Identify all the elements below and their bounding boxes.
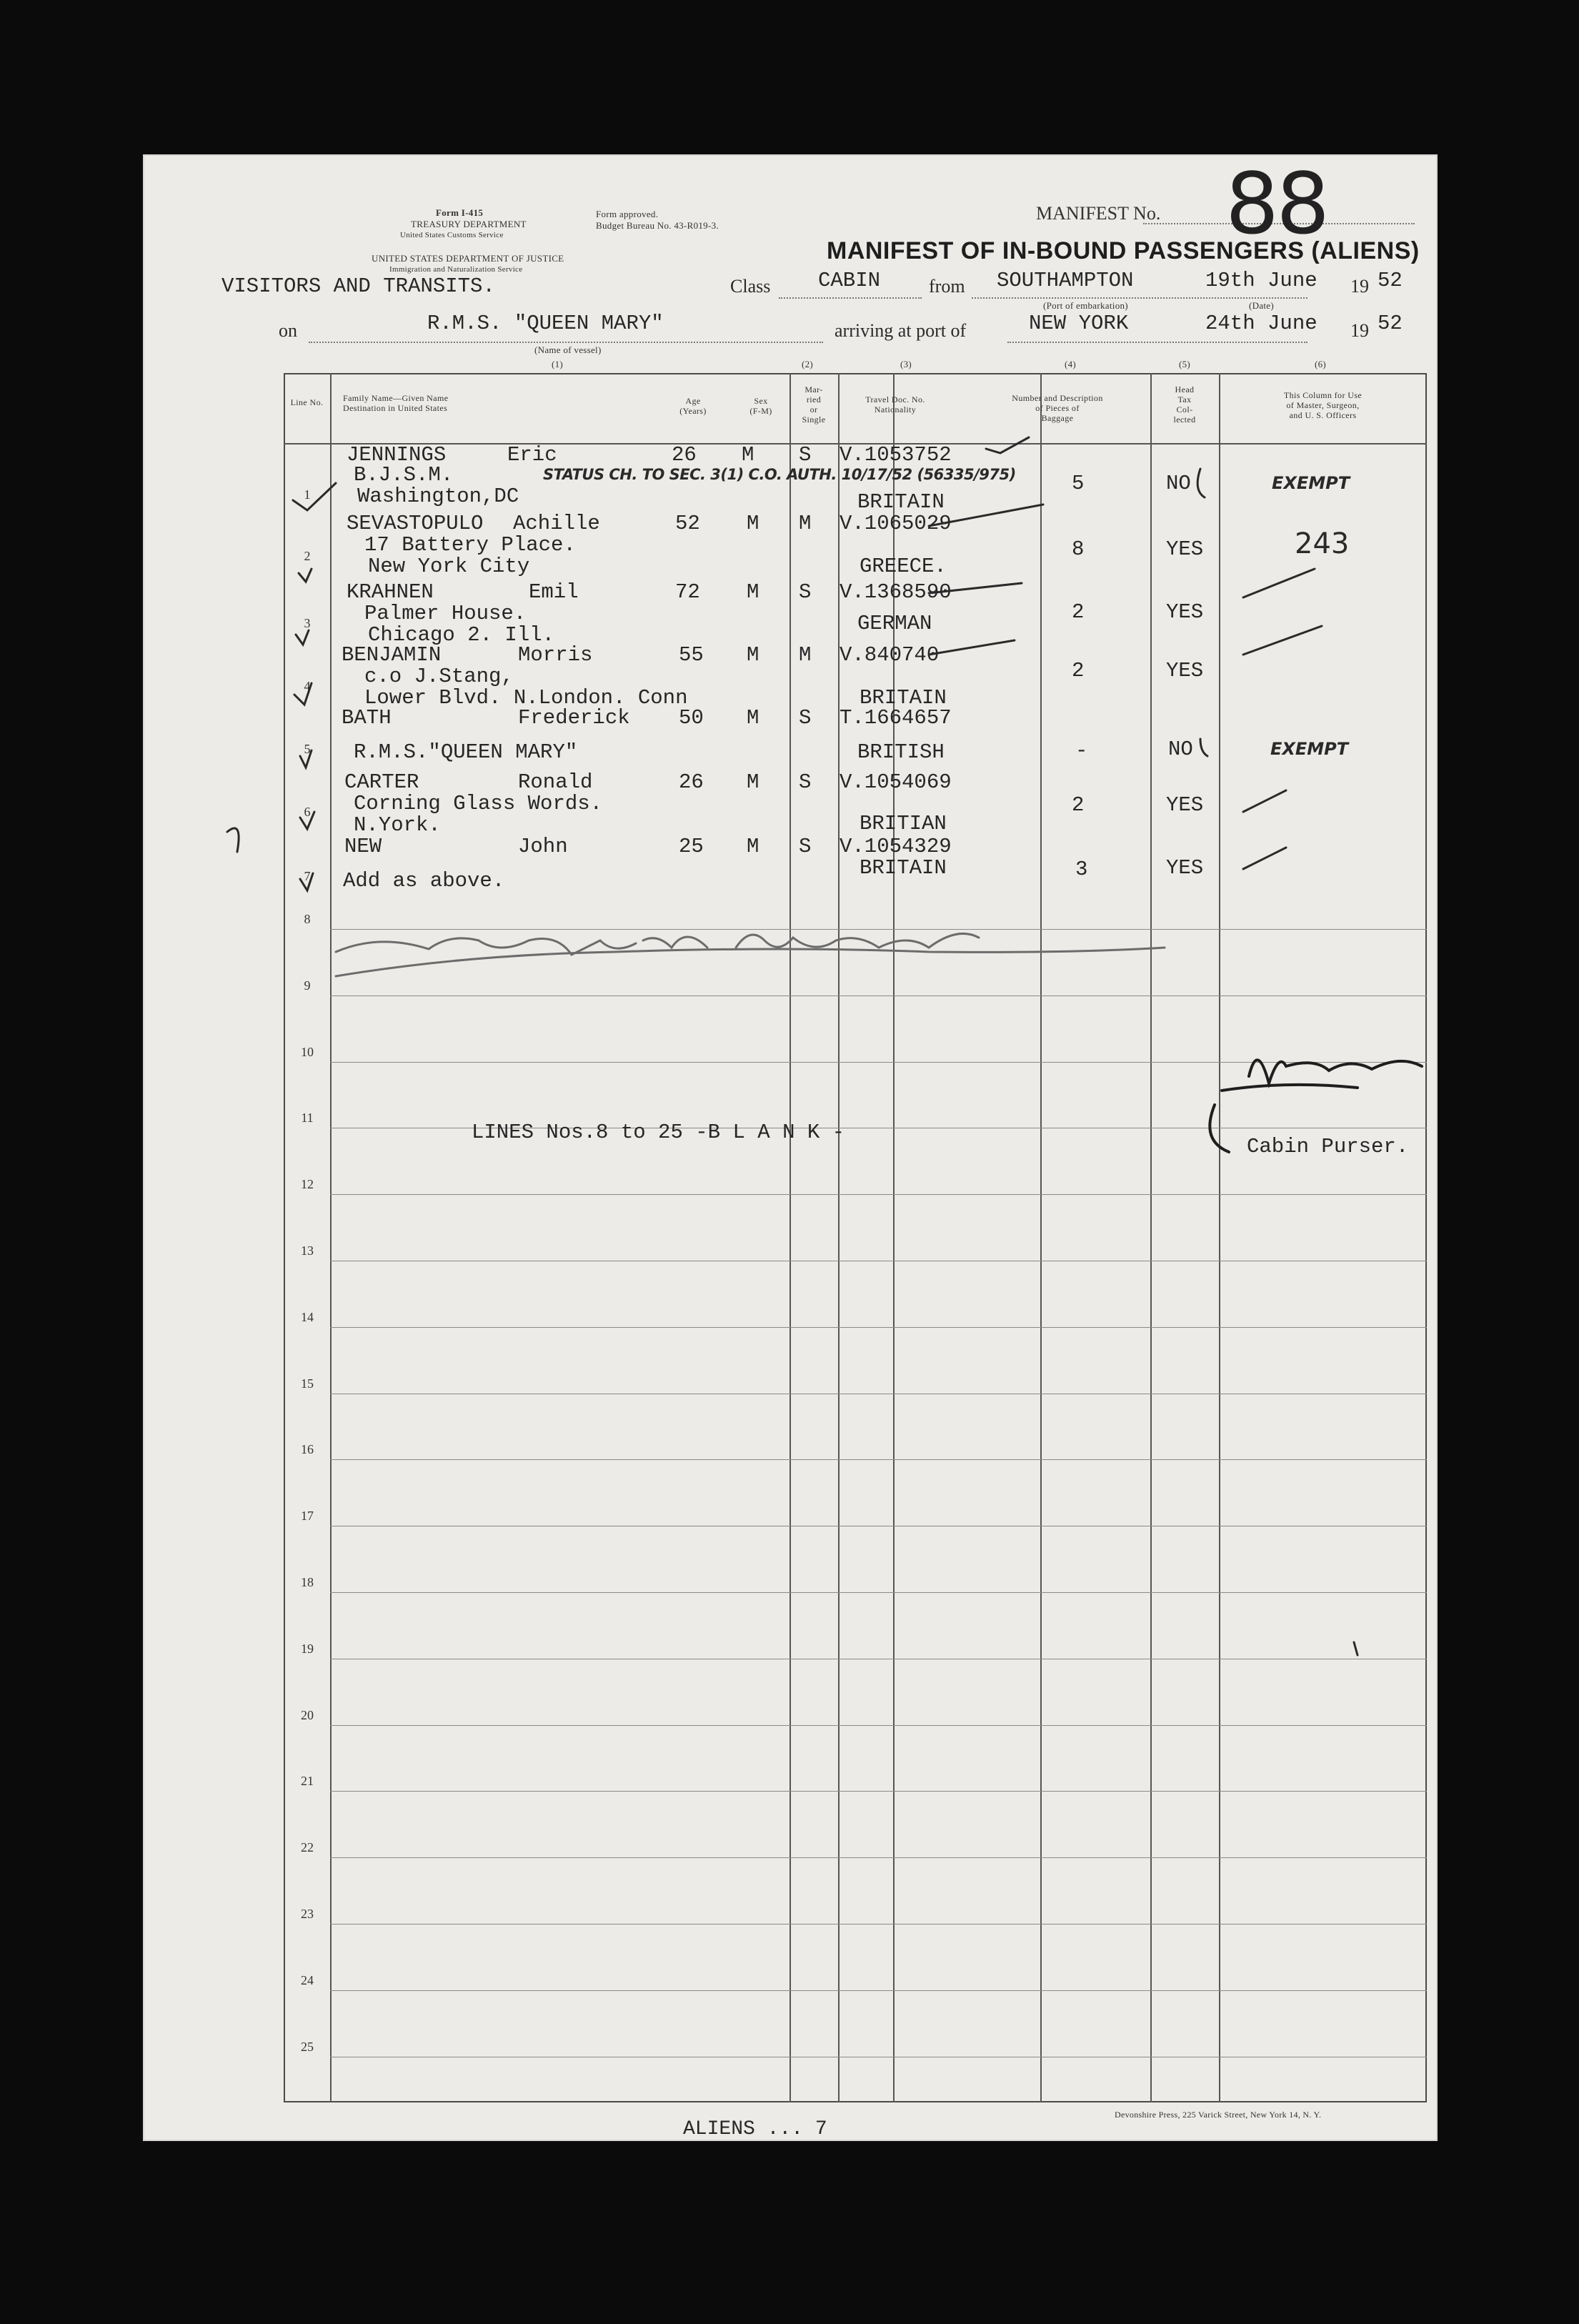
passenger-age: 25	[679, 835, 704, 858]
line-number: 20	[301, 1708, 314, 1722]
line-number: 9	[304, 978, 311, 993]
budget-bureau: Budget Bureau No. 43-R019-3.	[596, 220, 719, 231]
line-number: 3	[304, 616, 311, 630]
passenger-nationality: GREECE.	[860, 555, 947, 578]
passenger-destination: c.o J.Stang,	[364, 665, 514, 688]
justice-department: UNITED STATES DEPARTMENT OF JUSTICE	[372, 253, 564, 264]
line-number: 17	[301, 1509, 314, 1523]
line-number: 7	[304, 869, 311, 883]
passenger-destination: Washington,DC	[357, 485, 519, 508]
col-divider	[330, 373, 332, 2102]
passenger-destination: Add as above.	[343, 869, 505, 893]
row-rule	[330, 929, 1427, 930]
line-number: 13	[301, 1243, 314, 1258]
line-number: 5	[304, 742, 311, 756]
row-rule	[330, 1791, 1427, 1792]
vessel-name: R.M.S. "QUEEN MARY"	[427, 312, 664, 335]
passenger-family-name: BENJAMIN	[342, 643, 442, 667]
line-number: 1	[304, 487, 311, 502]
passenger-age: 55	[679, 643, 704, 667]
row-rule	[330, 1194, 1427, 1195]
passenger-marital: S	[799, 580, 812, 604]
line-number: 6	[304, 805, 311, 819]
passenger-given-name: Emil	[529, 580, 579, 604]
row-rule	[330, 1459, 1427, 1460]
passenger-travel-doc: V.1053752	[840, 443, 952, 467]
arrival-year-prefix: 19	[1350, 320, 1369, 341]
colnum-6: (6)	[1315, 359, 1327, 369]
col-divider	[790, 373, 791, 2102]
passenger-sex: M	[747, 835, 759, 858]
manifest-title: MANIFEST OF IN-BOUND PASSENGERS (ALIENS)	[827, 237, 1420, 264]
arrival-year: 52	[1378, 312, 1403, 335]
line-number: 19	[301, 1642, 314, 1656]
row-rule	[330, 995, 1427, 996]
passenger-family-name: SEVASTOPULO	[347, 512, 484, 535]
passenger-sex: M	[747, 580, 759, 604]
manifest-label: MANIFEST No.	[1036, 203, 1161, 224]
passenger-family-name: KRAHNEN	[347, 580, 434, 604]
row-rule	[330, 1857, 1427, 1858]
col-officers: This Column for Use of Master, Surgeon, and U. S. Officers	[1283, 390, 1363, 420]
class-label: Class	[730, 276, 771, 297]
passenger-head-tax: YES	[1166, 793, 1204, 817]
colnum-5: (5)	[1179, 359, 1191, 369]
class-value: CABIN	[818, 269, 881, 292]
vessel-underline	[309, 342, 823, 343]
passenger-travel-doc: V.1054069	[840, 770, 952, 794]
passenger-family-name: BATH	[342, 706, 392, 730]
col-divider	[1150, 373, 1152, 2102]
col-head-tax: Head Tax Col- lected	[1173, 384, 1196, 424]
passenger-destination: N.York.	[354, 813, 441, 837]
passenger-marital: S	[799, 706, 812, 730]
line-number: 23	[301, 1907, 314, 1921]
row-rule	[330, 1327, 1427, 1328]
colnum-1: (1)	[552, 359, 564, 369]
aliens-count: ALIENS ... 7	[683, 2118, 827, 2140]
officer-note: 243	[1295, 527, 1350, 560]
line-number: 14	[301, 1310, 314, 1324]
port-embarkation-caption: (Port of embarkation)	[1043, 300, 1128, 311]
passenger-nationality: GERMAN	[857, 612, 932, 635]
line-number: 24	[301, 1973, 314, 1987]
passenger-given-name: Frederick	[518, 706, 630, 730]
customs-service: United States Customs Service	[400, 231, 504, 239]
passenger-destination: 17 Battery Place.	[364, 533, 576, 557]
ins-service: Immigration and Naturalization Service	[389, 265, 523, 274]
passenger-destination: Chicago 2. Ill.	[368, 623, 555, 647]
margin-mark	[227, 828, 239, 852]
departure-year: 52	[1378, 269, 1403, 292]
visitors-and-transits: VISITORS AND TRANSITS.	[221, 274, 495, 298]
line-number: 16	[301, 1442, 314, 1456]
passenger-destination: Corning Glass Words.	[354, 792, 603, 815]
row-rule	[330, 1062, 1427, 1063]
col-travel-doc: Travel Doc. No. Nationality	[865, 394, 925, 414]
manifest-sheet	[143, 154, 1438, 2141]
line-number: 25	[301, 2040, 314, 2054]
from-value: SOUTHAMPTON	[997, 269, 1134, 292]
passenger-travel-doc: V.840740	[840, 643, 940, 667]
col-divider	[1219, 373, 1220, 2102]
col-sex: Sex (F-M)	[749, 396, 772, 416]
line-number: 15	[301, 1376, 314, 1391]
passenger-travel-doc: T.1664657	[840, 706, 952, 730]
line-number: 11	[301, 1111, 314, 1125]
passenger-age: 72	[675, 580, 700, 604]
passenger-given-name: Ronald	[518, 770, 593, 794]
passenger-baggage: -	[1075, 739, 1088, 763]
manifest-number: 88	[1225, 154, 1328, 253]
passenger-age: 52	[675, 512, 700, 535]
passenger-nationality: BRITAIN	[860, 686, 947, 710]
passenger-head-tax: NO	[1166, 472, 1191, 495]
passenger-nationality: BRITAIN	[857, 490, 945, 514]
passenger-baggage: 2	[1072, 600, 1085, 624]
passenger-nationality: BRITISH	[857, 740, 945, 764]
passenger-baggage: 2	[1072, 659, 1085, 682]
passenger-baggage: 5	[1072, 472, 1085, 495]
passenger-sex: M	[747, 770, 759, 794]
passenger-family-name: NEW	[344, 835, 382, 858]
departure-date: 19th June	[1205, 269, 1318, 292]
line-number: 8	[304, 912, 311, 926]
passenger-head-tax: NO	[1168, 738, 1193, 761]
passenger-age: 26	[679, 770, 704, 794]
passenger-head-tax: YES	[1166, 856, 1204, 880]
class-underline	[779, 297, 922, 299]
status-annotation: STATUS CH. TO SEC. 3(1) C.O. AUTH. 10/17/52 (56335/975)	[543, 466, 1016, 483]
passenger-age: 50	[679, 706, 704, 730]
passenger-destination: Palmer House.	[364, 602, 527, 625]
row-rule	[330, 1990, 1427, 1991]
passenger-nationality: BRITAIN	[860, 856, 947, 880]
officer-note: EXEMPT	[1270, 739, 1349, 759]
col-line-no: Line No.	[290, 397, 324, 407]
passenger-sex: M	[747, 706, 759, 730]
col-divider	[838, 373, 840, 2102]
passenger-sex: M	[747, 512, 759, 535]
passenger-given-name: Eric	[507, 443, 557, 467]
on-label: on	[279, 320, 297, 341]
line-number: 4	[304, 679, 311, 693]
passenger-travel-doc: V.1054329	[840, 835, 952, 858]
arriving-label: arriving at port of	[835, 320, 967, 341]
row-rule	[330, 1592, 1427, 1593]
vessel-caption: (Name of vessel)	[534, 344, 602, 355]
col-divider	[1040, 373, 1042, 2102]
passenger-baggage: 2	[1072, 793, 1085, 817]
passenger-given-name: Achille	[513, 512, 600, 535]
line-number: 22	[301, 1840, 314, 1854]
form-number: Form I-415	[436, 207, 484, 218]
from-underline	[972, 297, 1307, 299]
form-approved: Form approved.	[596, 209, 659, 219]
passenger-sex: M	[742, 443, 754, 467]
col-baggage: Number and Description of Pieces of Baggage	[1012, 393, 1103, 423]
row-rule	[330, 1924, 1427, 1925]
col-married: Mar- ried or Single	[802, 384, 826, 424]
passenger-nationality: BRITIAN	[860, 812, 947, 835]
passenger-given-name: John	[518, 835, 568, 858]
arrival-date: 24th June	[1205, 312, 1318, 335]
passenger-marital: M	[799, 643, 812, 667]
passenger-travel-doc: V.1368590	[840, 580, 952, 604]
passenger-marital: S	[799, 835, 812, 858]
passenger-family-name: JENNINGS	[347, 443, 447, 467]
passenger-baggage: 8	[1072, 537, 1085, 561]
printer-imprint: Devonshire Press, 225 Varick Street, New York 14, N. Y.	[1115, 2110, 1322, 2120]
line-number: 2	[304, 549, 311, 563]
department: TREASURY DEPARTMENT	[411, 219, 527, 229]
passenger-destination: R.M.S."QUEEN MARY"	[354, 740, 578, 764]
arrival-underline	[1007, 342, 1307, 343]
from-label: from	[929, 276, 965, 297]
passenger-marital: S	[799, 770, 812, 794]
colnum-3: (3)	[900, 359, 912, 369]
colnum-4: (4)	[1065, 359, 1077, 369]
col-name: Family Name—Given Name Destination in United States	[343, 393, 449, 413]
passenger-destination: Lower Blvd. N.London. Conn	[364, 686, 688, 710]
colnum-2: (2)	[802, 359, 814, 369]
passenger-destination: New York City	[368, 555, 530, 578]
line-number: 10	[301, 1045, 314, 1059]
row-rule	[330, 1725, 1427, 1726]
date-caption: (Date)	[1249, 300, 1274, 311]
passenger-family-name: CARTER	[344, 770, 419, 794]
passenger-given-name: Morris	[518, 643, 593, 667]
cabin-purser-label: Cabin Purser.	[1247, 1135, 1409, 1158]
line-number: 12	[301, 1177, 314, 1191]
passenger-head-tax: YES	[1166, 659, 1204, 682]
blank-lines-note: LINES Nos.8 to 25 -B L A N K -	[472, 1121, 845, 1144]
passenger-travel-doc: V.1065029	[840, 512, 952, 535]
passenger-head-tax: YES	[1166, 537, 1204, 561]
officer-note: EXEMPT	[1272, 473, 1350, 493]
passenger-age: 26	[672, 443, 697, 467]
passenger-destination: B.J.S.M.	[354, 463, 454, 487]
arrival-port: NEW YORK	[1029, 312, 1129, 335]
line-number: 18	[301, 1575, 314, 1589]
col-age: Age (Years)	[679, 396, 707, 416]
passenger-marital: M	[799, 512, 812, 535]
passenger-head-tax: YES	[1166, 600, 1204, 624]
line-number: 21	[301, 1774, 314, 1788]
year-prefix: 19	[1350, 276, 1369, 297]
passenger-baggage: 3	[1075, 858, 1088, 881]
passenger-marital: S	[799, 443, 812, 467]
passenger-sex: M	[747, 643, 759, 667]
